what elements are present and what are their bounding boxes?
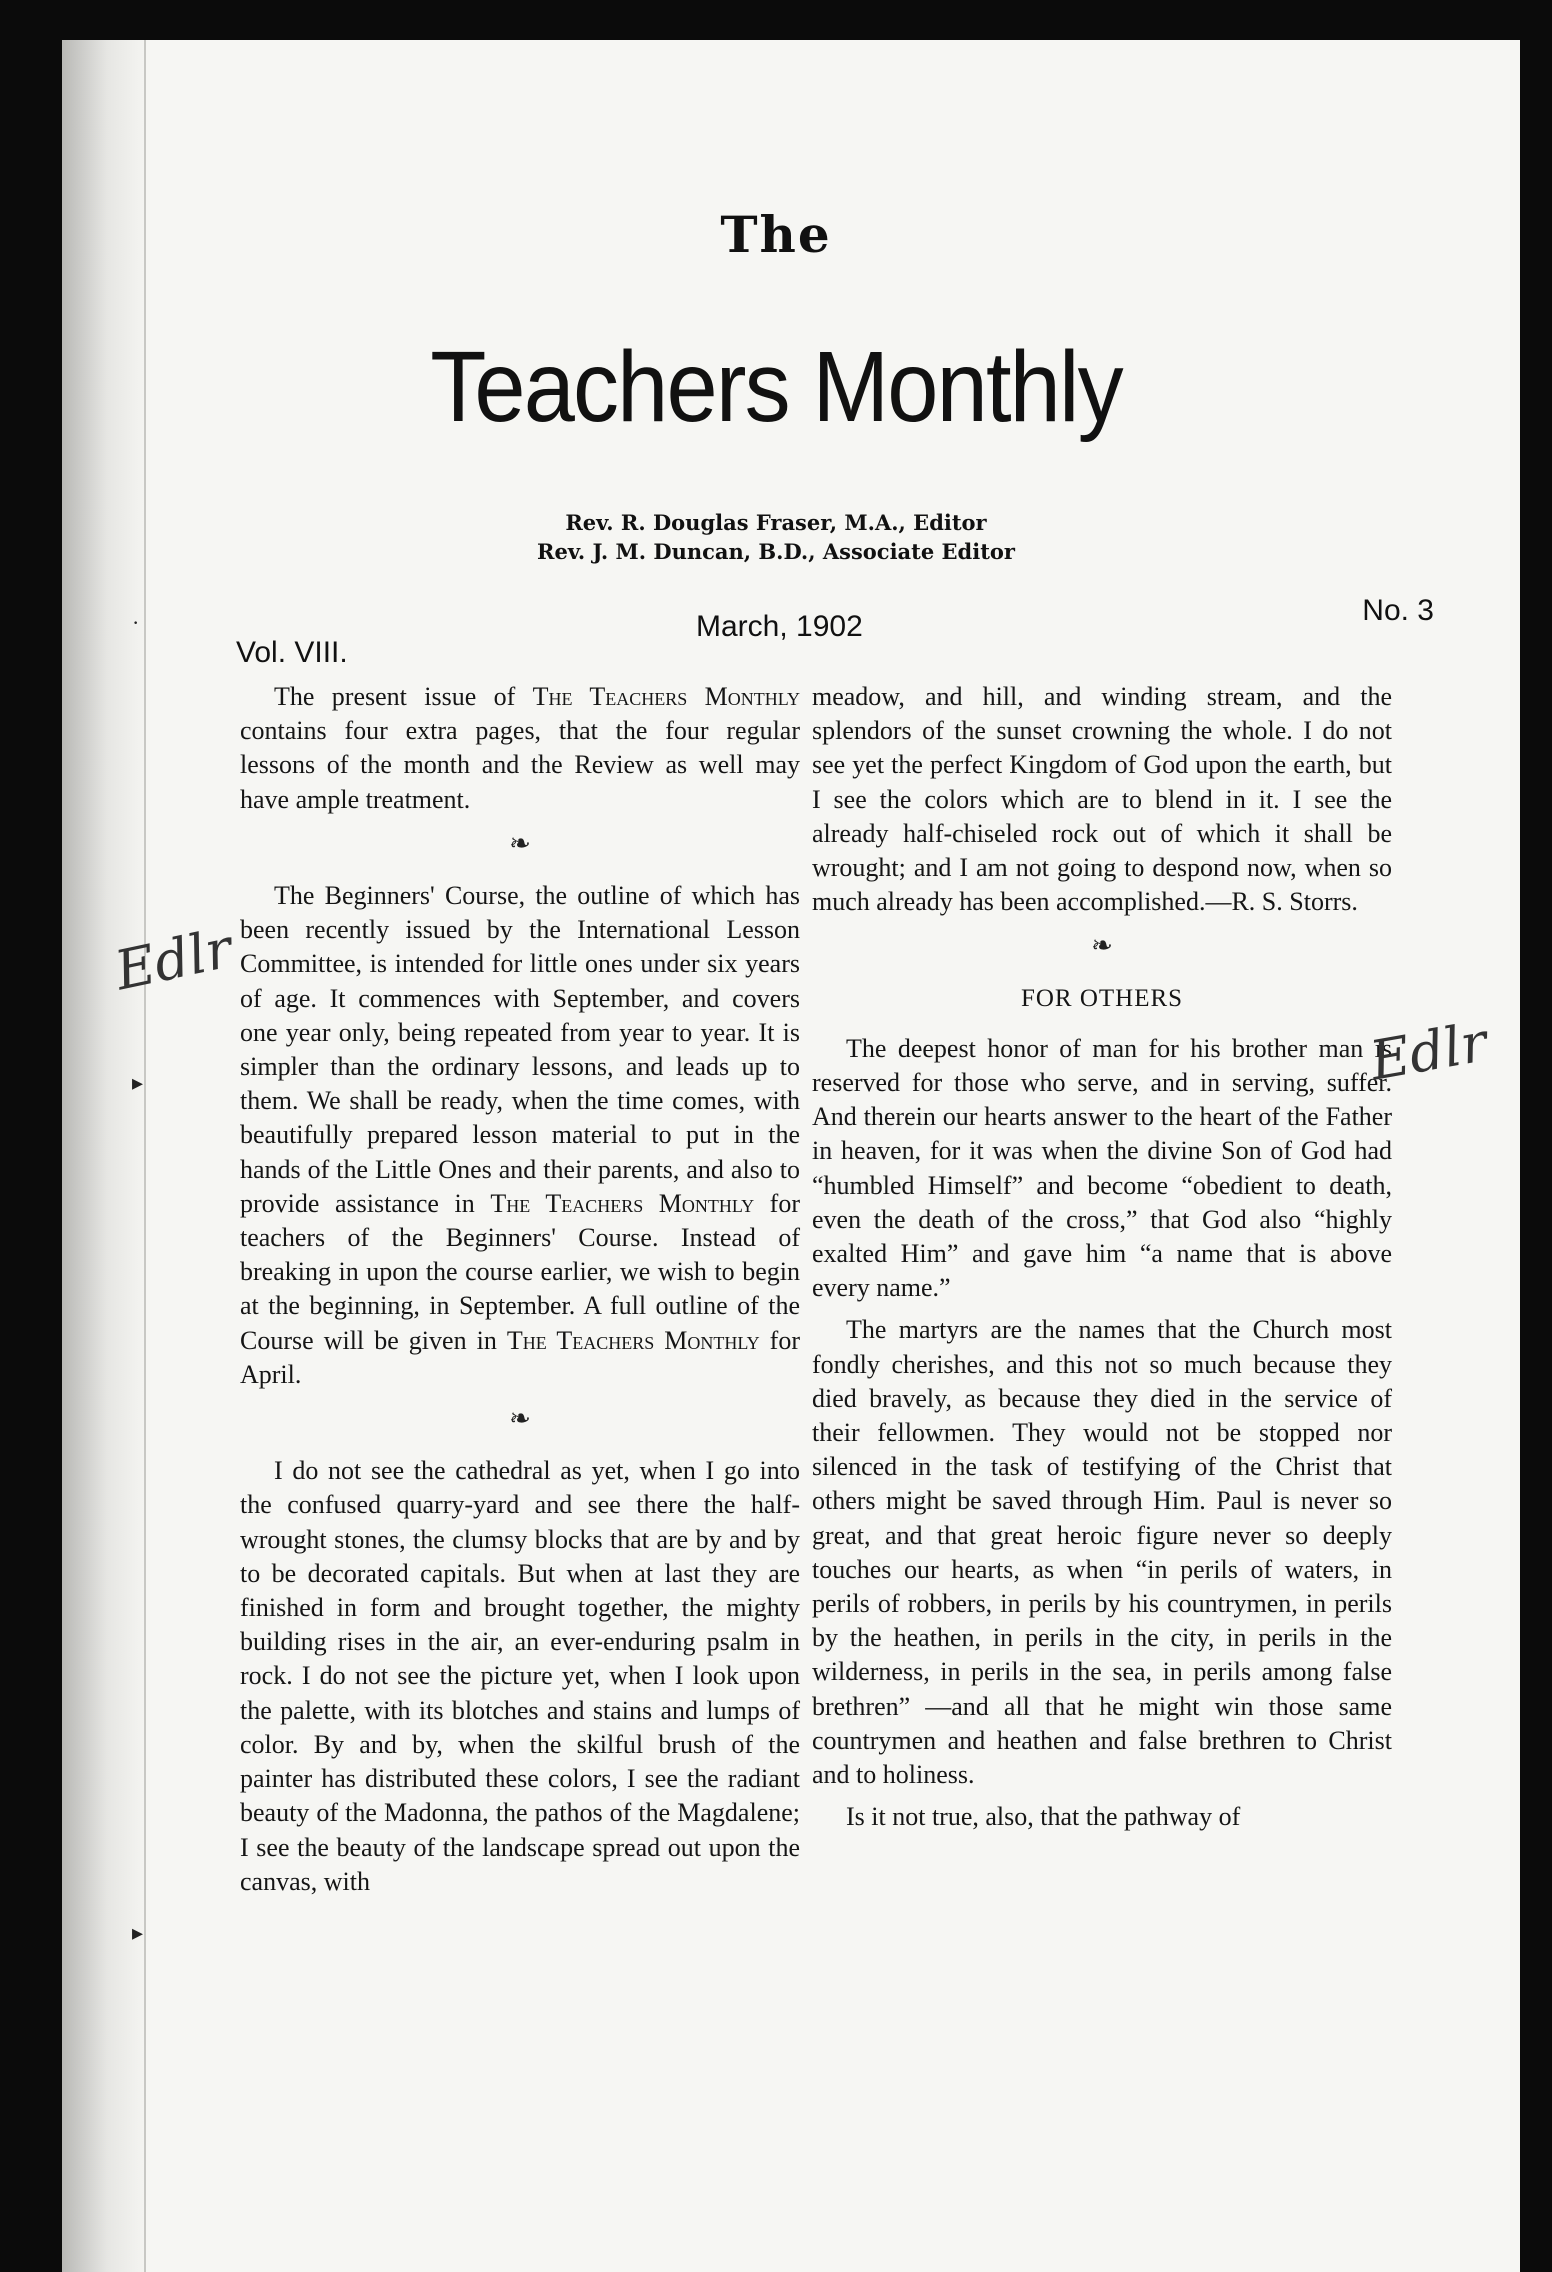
masthead-the: The — [720, 205, 832, 264]
ornament-icon: ❧ — [509, 828, 531, 858]
masthead-title: Teachers Monthly — [430, 331, 1122, 443]
paragraph-cathedral: I do not see the cathedral as yet, when I go into the confused quarry-yard and see there the half-wrought stones, the clumsy blocks that are by and by to be decorated capitals. But when at last they are finished in form and brought together, the mighty building rises in the air, an ever-enduring psalm in rock. I do not see the picture yet, when I look upon the palette, with its blotches and stains and lumps of color. By and by, when the skilful brush of the painter has distributed these colors, I see the radiant beauty of the Madonna, the pathos of the Magdalene; I see the beauty of the landscape spread out upon the canvas, with — [240, 1456, 800, 1896]
margin-tick: ▸ — [132, 1070, 144, 1095]
ornament-icon: ❧ — [1091, 931, 1113, 961]
paragraph-pathway: Is it not true, also, that the pathway of — [846, 1802, 1241, 1832]
paragraph-extra-pages: The present issue of The Teachers Monthly contains four extra pages, that the four regular lessons of the month and the Review as well may have ample treatment. — [240, 682, 800, 814]
paragraph-storrs: meadow, and hill, and winding stream, and the splendors of the sunset crowning the whole. I do not see yet the perfect Kingdom of God upon the earth, but I see the colors which are to blend in it. I see the already half-chiseled rock out of which it shall be wrought; and I am not going to despond now, when so much already has been accomplished.—R. S. Storrs. — [812, 682, 1392, 917]
margin-tick: · — [132, 610, 140, 635]
section-heading: FOR OTHERS — [1020, 984, 1184, 1012]
volume-number: Vol. VIII. — [236, 636, 348, 669]
ornament-icon: ❧ — [509, 1404, 531, 1434]
handwritten-annotation-left: Edlr — [109, 916, 238, 1003]
paragraph-beginners-course: The Beginners' Course, the outline of which has been recently issued by the International Lesson Committee, is intended for little ones under six years of age. It commences with September, and covers one year only, being repeated from year to year. It is simpler than the ordinary lessons, and leads up to them. We shall be ready, when the time comes, with beautifully prepared lesson material to put in the hands of the Little Ones and their parents, and also to provide assistance in The Teachers Monthly for teachers of the Beginners' Course. Instead of breaking in upon the course earlier, we wish to begin at the beginning, in September. A full outline of the Course will be given in The Teachers Monthly for April. — [240, 881, 801, 1389]
editors-block — [140, 508, 1412, 566]
associate-editor-line: Rev. J. M. Duncan, B.D., Associate Editor — [537, 539, 1015, 564]
issue-number: No. 3 — [1362, 594, 1434, 627]
paragraph-honor: The deepest honor of man for his brother man is reserved for those who serve, and in serving, suffer. And therein our hearts answer to the heart of the Father in heaven, for it was when the divine Son of God had “humbled Himself” and become “obedient to death, even the death of the cross,” that God also “highly exalted Him” and gave him “a name that is above every name.” — [812, 1033, 1392, 1303]
issue-date: March, 1902 — [696, 610, 863, 643]
margin-tick: ▸ — [132, 1920, 144, 1945]
editor-line: Rev. R. Douglas Fraser, M.A., Editor — [565, 510, 987, 535]
paragraph-martyrs: The martyrs are the names that the Church most fondly cherishes, and this not so much because they died bravely, as because they died in the service of their fellowmen. They would not be stopped nor silenced in the task of testifying of the Christ that others might be saved through Him. Paul is never so great, and that great heroic figure never so deeply touches our hearts, as when “in perils of waters, in perils of robbers, in perils by his countrymen, in perils by the heathen, in perils in the city, in perils in the wilderness, in perils in the sea, in perils among false brethren” —and all that he might win those same countrymen and heathen and false brethren to Christ and to holiness. — [812, 1315, 1392, 1790]
issue-info — [236, 594, 1434, 669]
left-column — [240, 680, 800, 1907]
handwritten-annotation-right: Edlr — [1365, 1010, 1492, 1093]
right-column — [812, 680, 1392, 1843]
gutter-edge — [144, 40, 146, 2272]
